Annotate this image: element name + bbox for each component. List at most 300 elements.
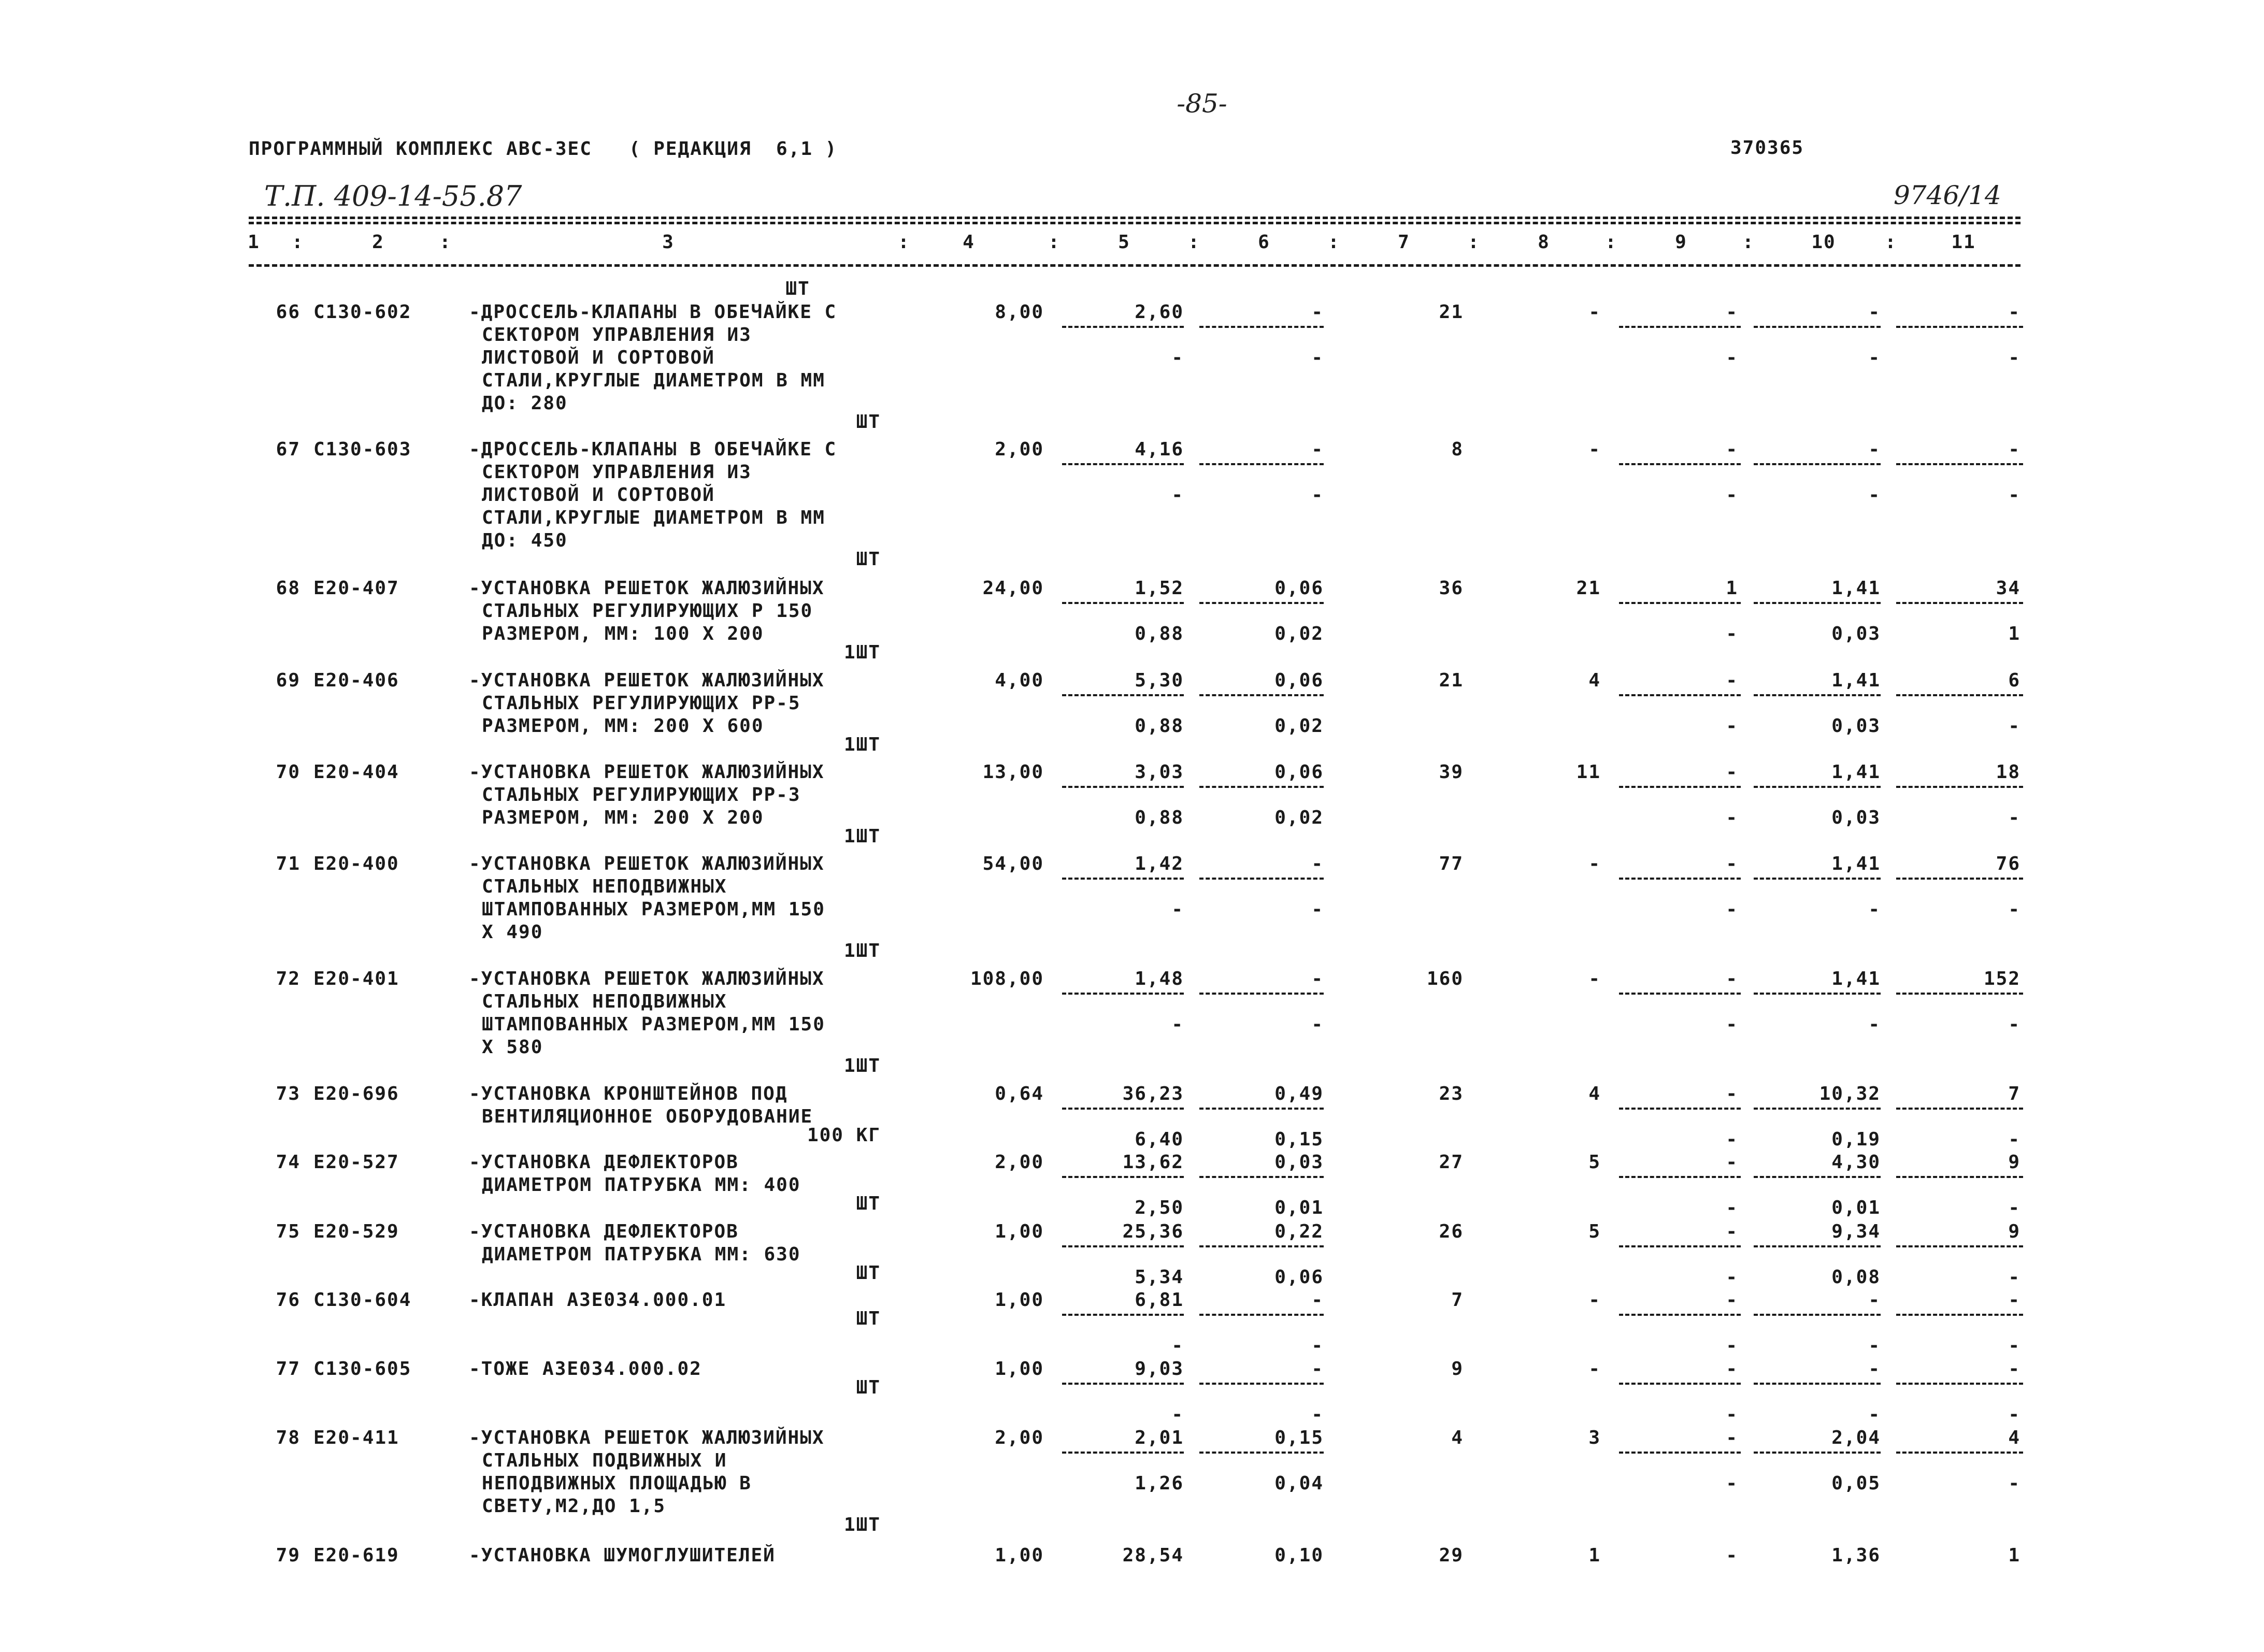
- cell-c9b: -: [1726, 1197, 1738, 1218]
- row-description-line: Х 580: [482, 1037, 543, 1058]
- value-separator: [1619, 694, 1741, 696]
- cell-c10: -: [1868, 1289, 1881, 1311]
- row-description-line: СЕКТОРОМ УПРАВЛЕНИЯ ИЗ: [482, 462, 752, 483]
- row-description-line: СТАЛЬНЫХ НЕПОДВИЖНЫХ: [482, 876, 727, 897]
- cell-c11: -: [2008, 1289, 2021, 1311]
- header-rule-top-2: [249, 222, 2021, 224]
- cell-c10: -: [1868, 439, 1881, 460]
- cell-c8: -: [1588, 1358, 1601, 1380]
- cell-c5: 5,30: [1135, 670, 1184, 691]
- value-separator: [1619, 1108, 1741, 1110]
- cell-c11: -: [2008, 1358, 2021, 1380]
- cell-c11: 7: [2008, 1083, 2021, 1104]
- value-separator: [1199, 1108, 1324, 1110]
- cell-c9: 1: [1726, 578, 1738, 599]
- column-header-5: 5: [1118, 232, 1130, 253]
- cell-c6b: 0,02: [1274, 807, 1324, 828]
- cell-c9b: -: [1726, 1129, 1738, 1150]
- cell-c11: 152: [1983, 968, 2021, 989]
- cell-c11b: -: [2008, 1267, 2021, 1288]
- cell-c6: 0,06: [1274, 670, 1324, 691]
- cell-c11: 76: [1996, 853, 2021, 874]
- value-separator: [1754, 1176, 1881, 1178]
- cell-c10: -: [1868, 301, 1881, 323]
- value-separator: [1896, 1383, 2023, 1385]
- value-separator: [1754, 1108, 1881, 1110]
- column-separator: :: [1605, 232, 1617, 253]
- cell-c4: 108,00: [970, 968, 1044, 989]
- cell-c6b: -: [1311, 899, 1324, 920]
- row-description-line: -КЛАПАН АЗЕ034.000.01: [469, 1289, 727, 1311]
- row-number: 71: [276, 853, 300, 874]
- cell-c11b: -: [2008, 347, 2021, 368]
- cell-c9b: -: [1726, 899, 1738, 920]
- value-separator: [1896, 463, 2023, 465]
- row-code: Е20-407: [313, 578, 399, 599]
- row-number: 78: [276, 1427, 300, 1448]
- value-separator: [1896, 1314, 2023, 1316]
- page-number: -85-: [1177, 89, 1227, 119]
- row-unit: ШТ: [856, 1262, 881, 1284]
- cell-c10b: 0,08: [1831, 1267, 1881, 1288]
- cell-c5: 1,48: [1135, 968, 1184, 989]
- cell-c5b: -: [1171, 1335, 1184, 1356]
- cell-c6: 0,49: [1274, 1083, 1324, 1104]
- cell-c8: 21: [1576, 578, 1601, 599]
- column-separator: :: [1188, 232, 1200, 253]
- value-separator: [1896, 1245, 2023, 1247]
- cell-c7: 77: [1439, 853, 1464, 874]
- cell-c5: 2,60: [1135, 301, 1184, 323]
- value-separator: [1619, 1314, 1741, 1316]
- column-separator: :: [1468, 232, 1480, 253]
- cell-c7: 21: [1439, 670, 1464, 691]
- row-description-line: ШТАМПОВАННЫХ РАЗМЕРОМ,ММ 150: [482, 899, 825, 920]
- row-unit: ШТ: [856, 1308, 881, 1329]
- cell-c11: 34: [1996, 578, 2021, 599]
- cell-c6: 0,10: [1274, 1545, 1324, 1566]
- cell-c6: 0,15: [1274, 1427, 1324, 1448]
- row-unit: 1ШТ: [843, 642, 881, 663]
- value-separator: [1062, 1176, 1184, 1178]
- value-separator: [1754, 1383, 1881, 1385]
- cell-c10b: 0,05: [1831, 1473, 1881, 1494]
- value-separator: [1754, 993, 1881, 995]
- cell-c9b: -: [1726, 1404, 1738, 1425]
- value-separator: [1062, 993, 1184, 995]
- row-description-line: НЕПОДВИЖНЫХ ПЛОЩАДЬЮ В: [482, 1473, 752, 1494]
- sheet-code: 9746/14: [1894, 180, 2001, 210]
- cell-c8: -: [1588, 301, 1601, 323]
- row-unit: ШТ: [856, 1377, 881, 1398]
- row-description-line: -УСТАНОВКА РЕШЕТОК ЖАЛЮЗИЙНЫХ: [469, 853, 825, 874]
- value-separator: [1896, 993, 2023, 995]
- row-unit: 1ШТ: [843, 826, 881, 847]
- column-header-1: 1: [248, 232, 260, 253]
- value-separator: [1062, 786, 1184, 788]
- cell-c5b: 1,26: [1135, 1473, 1184, 1494]
- cell-c11: -: [2008, 439, 2021, 460]
- cell-c4: 0,64: [995, 1083, 1044, 1104]
- cell-c6b: 0,06: [1274, 1267, 1324, 1288]
- cell-c10: 1,41: [1831, 762, 1881, 783]
- cell-c11b: -: [2008, 715, 2021, 737]
- row-code: Е20-411: [313, 1427, 399, 1448]
- value-separator: [1199, 1245, 1324, 1247]
- value-separator: [1754, 878, 1881, 880]
- row-unit: 1ШТ: [843, 734, 881, 755]
- cell-c7: 160: [1426, 968, 1464, 989]
- cell-c10b: -: [1868, 1335, 1881, 1356]
- column-separator: :: [1328, 232, 1340, 253]
- row-code: Е20-401: [313, 968, 399, 989]
- program-title: ПРОГРАММНЫЙ КОМПЛЕКС АВС-ЗЕС ( РЕДАКЦИЯ 6,1 ): [249, 138, 838, 160]
- cell-c11b: -: [2008, 1335, 2021, 1356]
- cell-c6b: -: [1311, 1404, 1324, 1425]
- cell-c10: 1,41: [1831, 968, 1881, 989]
- cell-c10b: 0,03: [1831, 623, 1881, 644]
- row-number: 73: [276, 1083, 300, 1104]
- column-separator: :: [439, 232, 452, 253]
- cell-c9: -: [1726, 968, 1738, 989]
- row-description-line: СВЕТУ,М2,ДО 1,5: [482, 1496, 666, 1517]
- value-separator: [1199, 1452, 1324, 1454]
- cell-c4: 2,00: [995, 1427, 1044, 1448]
- cell-c10: 1,41: [1831, 578, 1881, 599]
- cell-c6: -: [1311, 968, 1324, 989]
- value-separator: [1199, 326, 1324, 328]
- cell-c9: -: [1726, 1358, 1738, 1380]
- value-separator: [1896, 326, 2023, 328]
- cell-c5: 1,42: [1135, 853, 1184, 874]
- row-number: 70: [276, 762, 300, 783]
- cell-c9b: -: [1726, 623, 1738, 644]
- cell-c7: 27: [1439, 1152, 1464, 1173]
- cell-c10: 1,41: [1831, 853, 1881, 874]
- project-code: Т.П. 409-14-55.87: [264, 180, 522, 212]
- cell-c5b: -: [1171, 347, 1184, 368]
- cell-c10: 9,34: [1831, 1221, 1881, 1242]
- cell-c10: 1,36: [1831, 1545, 1881, 1566]
- row-description-line: СТАЛЬНЫХ РЕГУЛИРУЮЩИХ РР-5: [482, 693, 801, 714]
- cell-c10b: 0,01: [1831, 1197, 1881, 1218]
- cell-c5b: -: [1171, 899, 1184, 920]
- row-unit: 100 КГ: [807, 1125, 881, 1146]
- value-separator: [1062, 878, 1184, 880]
- column-header-3: 3: [662, 232, 675, 253]
- cell-c9: -: [1726, 1152, 1738, 1173]
- cell-c9: -: [1726, 1221, 1738, 1242]
- cell-c6b: 0,01: [1274, 1197, 1324, 1218]
- header-rule-bottom: [249, 264, 2021, 267]
- cell-c9: -: [1726, 1289, 1738, 1311]
- row-unit: ШТ: [856, 411, 881, 433]
- cell-c8: -: [1588, 853, 1601, 874]
- cell-c7: 36: [1439, 578, 1464, 599]
- row-number: 75: [276, 1221, 300, 1242]
- value-separator: [1062, 1314, 1184, 1316]
- cell-c7: 8: [1451, 439, 1464, 460]
- column-header-6: 6: [1258, 232, 1270, 253]
- value-separator: [1896, 1452, 2023, 1454]
- row-description-line: СТАЛЬНЫХ ПОДВИЖНЫХ И: [482, 1450, 727, 1471]
- column-header-7: 7: [1398, 232, 1410, 253]
- column-header-10: 10: [1811, 232, 1836, 253]
- row-description-line: -УСТАНОВКА ДЕФЛЕКТОРОВ: [469, 1221, 739, 1242]
- cell-c5b: 5,34: [1135, 1267, 1184, 1288]
- cell-c4: 1,00: [995, 1289, 1044, 1311]
- column-header-4: 4: [963, 232, 975, 253]
- row-number: 68: [276, 578, 300, 599]
- value-separator: [1754, 786, 1881, 788]
- cell-c9: -: [1726, 762, 1738, 783]
- cell-c10b: -: [1868, 484, 1881, 506]
- cell-c5b: 6,40: [1135, 1129, 1184, 1150]
- cell-c9: -: [1726, 1545, 1738, 1566]
- cell-c11b: -: [2008, 1129, 2021, 1150]
- cell-c8: 5: [1588, 1221, 1601, 1242]
- document-number: 370365: [1730, 137, 1804, 159]
- row-description-line: ДО: 450: [482, 530, 568, 551]
- cell-c9b: -: [1726, 1267, 1738, 1288]
- column-separator: :: [1885, 232, 1897, 253]
- column-separator: :: [898, 232, 910, 253]
- cell-c7: 7: [1451, 1289, 1464, 1311]
- value-separator: [1062, 1383, 1184, 1385]
- value-separator: [1062, 1452, 1184, 1454]
- cell-c7: 9: [1451, 1358, 1464, 1380]
- row-unit: ШТ: [856, 549, 881, 570]
- cell-c11: 1: [2008, 1545, 2021, 1566]
- value-separator: [1062, 463, 1184, 465]
- cell-c10: 4,30: [1831, 1152, 1881, 1173]
- cell-c4: 8,00: [995, 301, 1044, 323]
- cell-c9: -: [1726, 670, 1738, 691]
- value-separator: [1754, 326, 1881, 328]
- cell-c6: 0,22: [1274, 1221, 1324, 1242]
- value-separator: [1062, 326, 1184, 328]
- row-number: 67: [276, 439, 300, 460]
- cell-c9b: -: [1726, 484, 1738, 506]
- column-separator: :: [1048, 232, 1061, 253]
- cell-c4: 13,00: [982, 762, 1044, 783]
- cell-c5: 6,81: [1135, 1289, 1184, 1311]
- cell-c8: 3: [1588, 1427, 1601, 1448]
- value-separator: [1062, 1108, 1184, 1110]
- cell-c4: 1,00: [995, 1221, 1044, 1242]
- cell-c10: 2,04: [1831, 1427, 1881, 1448]
- cell-c9b: -: [1726, 1335, 1738, 1356]
- value-separator: [1062, 1245, 1184, 1247]
- value-separator: [1199, 878, 1324, 880]
- row-description-line: ДИАМЕТРОМ ПАТРУБКА ММ: 630: [482, 1244, 801, 1265]
- cell-c5: 1,52: [1135, 578, 1184, 599]
- value-separator: [1199, 463, 1324, 465]
- cell-c10b: -: [1868, 899, 1881, 920]
- cell-c9: -: [1726, 853, 1738, 874]
- row-description-line: -УСТАНОВКА РЕШЕТОК ЖАЛЮЗИЙНЫХ: [469, 578, 825, 599]
- cell-c6: -: [1311, 1289, 1324, 1311]
- cell-c6b: -: [1311, 484, 1324, 506]
- cell-c7: 23: [1439, 1083, 1464, 1104]
- cell-c5: 13,62: [1122, 1152, 1184, 1173]
- cell-c4: 4,00: [995, 670, 1044, 691]
- row-description-line: -УСТАНОВКА ШУМОГЛУШИТЕЛЕЙ: [469, 1545, 776, 1566]
- cell-c11: 4: [2008, 1427, 2021, 1448]
- cell-c4: 2,00: [995, 1152, 1044, 1173]
- cell-c9b: -: [1726, 807, 1738, 828]
- cell-c6b: 0,02: [1274, 623, 1324, 644]
- value-separator: [1199, 1314, 1324, 1316]
- value-separator: [1619, 1176, 1741, 1178]
- cell-c11b: 1: [2008, 623, 2021, 644]
- cell-c4: 2,00: [995, 439, 1044, 460]
- cell-c7: 4: [1451, 1427, 1464, 1448]
- value-separator: [1896, 694, 2023, 696]
- cell-c9b: -: [1726, 1473, 1738, 1494]
- value-separator: [1619, 1452, 1741, 1454]
- value-separator: [1199, 1383, 1324, 1385]
- cell-c11b: -: [2008, 1014, 2021, 1035]
- cell-c9: -: [1726, 301, 1738, 323]
- cell-c6: 0,03: [1274, 1152, 1324, 1173]
- cell-c10: 1,41: [1831, 670, 1881, 691]
- row-code: С130-603: [313, 439, 412, 460]
- cell-c8: 11: [1576, 762, 1601, 783]
- row-description-line: ДИАМЕТРОМ ПАТРУБКА ММ: 400: [482, 1174, 801, 1196]
- row-description-line: ДО: 280: [482, 393, 568, 414]
- value-separator: [1199, 993, 1324, 995]
- value-separator: [1896, 1176, 2023, 1178]
- cell-c11b: -: [2008, 484, 2021, 506]
- cell-c11b: -: [2008, 1473, 2021, 1494]
- cell-c9b: -: [1726, 347, 1738, 368]
- row-description-line: СТАЛИ,КРУГЛЫЕ ДИАМЕТРОМ В ММ: [482, 370, 825, 391]
- cell-c5: 25,36: [1122, 1221, 1184, 1242]
- cell-c6: -: [1311, 1358, 1324, 1380]
- row-description-line: СТАЛЬНЫХ РЕГУЛИРУЮЩИХ РР-3: [482, 784, 801, 806]
- row-number: 69: [276, 670, 300, 691]
- cell-c4: 24,00: [982, 578, 1044, 599]
- cell-c8: 5: [1588, 1152, 1601, 1173]
- cell-c11b: -: [2008, 1197, 2021, 1218]
- cell-c5: 3,03: [1135, 762, 1184, 783]
- row-description-line: -УСТАНОВКА РЕШЕТОК ЖАЛЮЗИЙНЫХ: [469, 968, 825, 989]
- value-separator: [1754, 1452, 1881, 1454]
- cell-c11b: -: [2008, 1404, 2021, 1425]
- cell-c6: -: [1311, 853, 1324, 874]
- column-header-2: 2: [372, 232, 384, 253]
- header-rule-top: [249, 217, 2021, 219]
- value-separator: [1199, 1176, 1324, 1178]
- row-description-line: РАЗМЕРОМ, ММ: 200 Х 600: [482, 715, 764, 737]
- row-description-line: РАЗМЕРОМ, ММ: 100 Х 200: [482, 623, 764, 644]
- cell-c9: -: [1726, 1427, 1738, 1448]
- cell-c6b: -: [1311, 1014, 1324, 1035]
- cell-c7: 29: [1439, 1545, 1464, 1566]
- value-separator: [1619, 602, 1741, 604]
- value-separator: [1619, 1383, 1741, 1385]
- cell-c11: 9: [2008, 1152, 2021, 1173]
- row-code: Е20-406: [313, 670, 399, 691]
- column-separator: :: [1742, 232, 1755, 253]
- cell-c8: -: [1588, 439, 1601, 460]
- row-description-line: СТАЛИ,КРУГЛЫЕ ДИАМЕТРОМ В ММ: [482, 507, 825, 528]
- cell-c10: -: [1868, 1358, 1881, 1380]
- column-header-8: 8: [1538, 232, 1550, 253]
- cell-c9b: -: [1726, 1014, 1738, 1035]
- cell-c6: -: [1311, 301, 1324, 323]
- value-separator: [1062, 602, 1184, 604]
- cell-c5b: 0,88: [1135, 623, 1184, 644]
- cell-c6: -: [1311, 439, 1324, 460]
- cell-c11b: -: [2008, 899, 2021, 920]
- cell-c8: 4: [1588, 670, 1601, 691]
- cell-c6b: 0,02: [1274, 715, 1324, 737]
- row-number: 77: [276, 1358, 300, 1380]
- cell-c6: 0,06: [1274, 762, 1324, 783]
- cell-c10: 10,32: [1819, 1083, 1881, 1104]
- row-code: Е20-527: [313, 1152, 399, 1173]
- cell-c5b: -: [1171, 484, 1184, 506]
- value-separator: [1896, 602, 2023, 604]
- cell-c9: -: [1726, 1083, 1738, 1104]
- cell-c11: -: [2008, 301, 2021, 323]
- cell-c9: -: [1726, 439, 1738, 460]
- cell-c5: 2,01: [1135, 1427, 1184, 1448]
- value-separator: [1199, 694, 1324, 696]
- cell-c5: 4,16: [1135, 439, 1184, 460]
- row-description-line: СТАЛЬНЫХ РЕГУЛИРУЮЩИХ Р 150: [482, 600, 813, 622]
- row-code: С130-604: [313, 1289, 412, 1311]
- cell-c10b: 0,03: [1831, 807, 1881, 828]
- row-code: Е20-400: [313, 853, 399, 874]
- row-description-line: ВЕНТИЛЯЦИОННОЕ ОБОРУДОВАНИЕ: [482, 1106, 813, 1127]
- cell-c6b: -: [1311, 1335, 1324, 1356]
- cell-c4: 1,00: [995, 1545, 1044, 1566]
- row-number: 76: [276, 1289, 300, 1311]
- row-code: Е20-619: [313, 1545, 399, 1566]
- row-number: 66: [276, 301, 300, 323]
- value-separator: [1619, 463, 1741, 465]
- cell-c8: 1: [1588, 1545, 1601, 1566]
- row-description-line: РАЗМЕРОМ, ММ: 200 Х 200: [482, 807, 764, 828]
- cell-c11: 9: [2008, 1221, 2021, 1242]
- row-number: 79: [276, 1545, 300, 1566]
- value-separator: [1754, 602, 1881, 604]
- row-description-line: -УСТАНОВКА РЕШЕТОК ЖАЛЮЗИЙНЫХ: [469, 762, 825, 783]
- value-separator: [1754, 1245, 1881, 1247]
- value-separator: [1619, 1245, 1741, 1247]
- unit-label: ШТ: [785, 278, 810, 299]
- column-header-9: 9: [1675, 232, 1687, 253]
- value-separator: [1619, 326, 1741, 328]
- cell-c6b: 0,04: [1274, 1473, 1324, 1494]
- cell-c4: 54,00: [982, 853, 1044, 874]
- row-number: 72: [276, 968, 300, 989]
- cell-c5b: -: [1171, 1014, 1184, 1035]
- value-separator: [1062, 694, 1184, 696]
- row-code: Е20-529: [313, 1221, 399, 1242]
- column-header-11: 11: [1951, 232, 1976, 253]
- cell-c11b: -: [2008, 807, 2021, 828]
- row-description-line: Х 490: [482, 922, 543, 943]
- value-separator: [1754, 463, 1881, 465]
- value-separator: [1199, 786, 1324, 788]
- row-description-line: ЛИСТОВОЙ И СОРТОВОЙ: [482, 347, 715, 368]
- row-description-line: -УСТАНОВКА КРОНШТЕЙНОВ ПОД: [469, 1083, 788, 1104]
- row-code: С130-602: [313, 301, 412, 323]
